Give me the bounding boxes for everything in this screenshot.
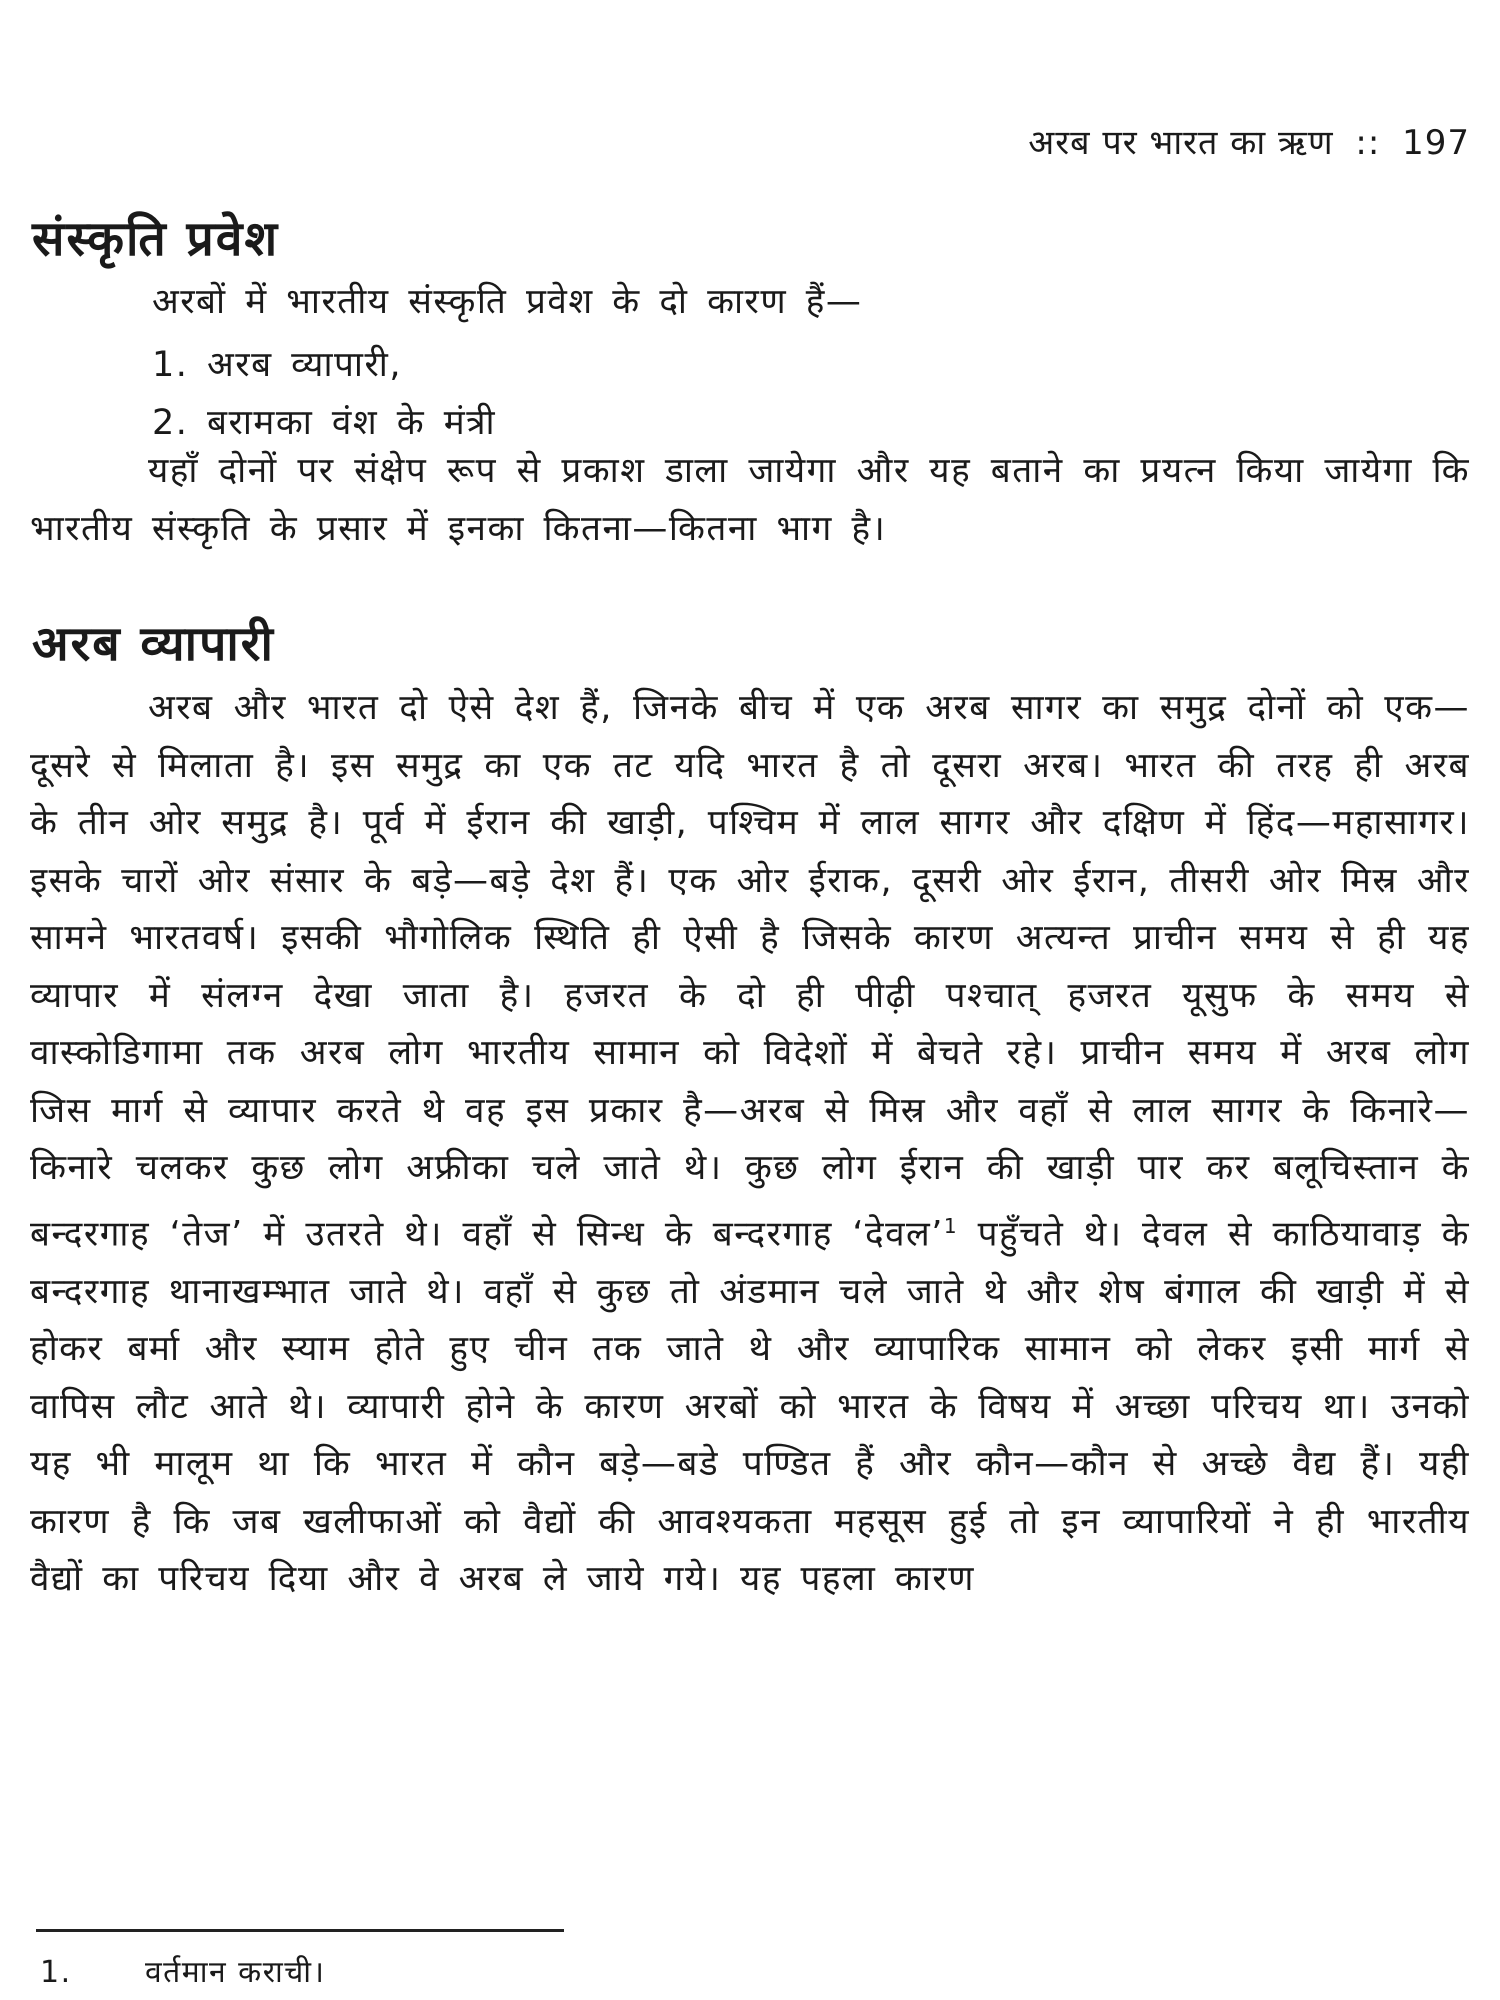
paragraph-text-part1: अरब और भारत दो ऐसे देश हैं, जिनके बीच में एक अरब सागर का समुद्र दोनों को एक—दूसरे से मिलाता है। इस समुद्र का एक तट यदि भारत है तो दूसरा अरब। भारत की तरह ही अरब के तीन ओर समुद्र है। पूर्व में ईरान की खाड़ी, पश्चिम में लाल सागर और दक्षिण में हिंद—महासागर। इसके चारों ओर संसार के बड़े—बड़े देश हैं। एक ओर ईराक, दूसरी ओर ईरान, तीसरी ओर मिस्र और सामने भारतवर्ष। इसकी भौगोलिक स्थिति ही ऐसी है जिसके कारण अत्यन्त प्राचीन समय से ही यह व्यापार में संलग्न देखा जाता है। हजरत के दो ही पीढ़ी पश्चात् हजरत यूसुफ के समय से वास्कोडिगामा तक अरब लोग भारतीय सामान को विदेशों में बेचते रहे। प्राचीन समय में अरब लोग जिस मार्ग से व्यापार करते थे वह इस प्रकार है—अरब से मिस्र और वहाँ से लाल सागर के किनारे—किनारे चलकर कुछ लोग अफ्रीका चले जाते थे। कुछ लोग ईरान की खाड़ी पार कर बलूचिस्तान के बन्दरगाह ‘तेज’ में उतरते थे। वहाँ से सिन्ध के बन्दरगाह ‘देवल’ [30, 688, 1470, 1255]
footnote [40, 1950, 325, 1991]
section-heading-arab-traders: अरब व्यापारी [32, 616, 275, 672]
paragraph-overview: यहाँ दोनों पर संक्षेप रूप से प्रकाश डाला जायेगा और यह बताने का प्रयत्न किया जायेगा कि भारतीय संस्कृति के प्रसार में इनका कितना—कितना भाग है। [30, 451, 1470, 549]
footnote-number: 1. [40, 1955, 72, 1990]
list-item-barmakid-ministers: 2. बरामका वंश के मंत्री [152, 403, 497, 443]
intro-line: अरबों में भारतीय संस्कृति प्रवेश के दो कारण हैं— [152, 282, 863, 322]
page-number: 197 [1402, 123, 1470, 163]
paragraph-arab-traders [30, 680, 1470, 1609]
section-heading-culture-entry: संस्कृति प्रवेश [32, 211, 280, 267]
footnote-text: वर्तमान कराची। [145, 1955, 326, 1990]
list-item-arab-traders: 1. अरब व्यापारी, [152, 345, 402, 385]
running-head [1028, 118, 1470, 164]
footnote-divider [36, 1929, 564, 1932]
paragraph-text-part2: पहुँचते थे। देवल से काठियावाड़ के बन्दरगाह थानाखम्भात जाते थे। वहाँ से कुछ तो अंडमान चले जाते थे और शेष बंगाल की खाड़ी में से होकर बर्मा और स्याम होते हुए चीन तक जाते थे और व्यापारिक सामान को लेकर इसी मार्ग से वापिस लौट आते थे। व्यापारी होने के कारण अरबों को भारत के विषय में अच्छा परिचय था। उनको यह भी मालूम था कि भारत में कौन बड़े—बडे पण्डित हैं और कौन—कौन से अच्छे वैद्य हैं। यही कारण है कि जब खलीफाओं को वैद्यों की आवश्यकता महसूस हुई तो इन व्यापारियों ने ही भारतीय वैद्यों का परिचय दिया और वे अरब ले जाये गये। यह पहला कारण [30, 1214, 1470, 1600]
running-head-title: अरब पर भारत का ऋण [1028, 123, 1334, 163]
running-head-separator: :: [1355, 123, 1381, 163]
footnote-marker[interactable]: 1 [943, 1213, 959, 1238]
